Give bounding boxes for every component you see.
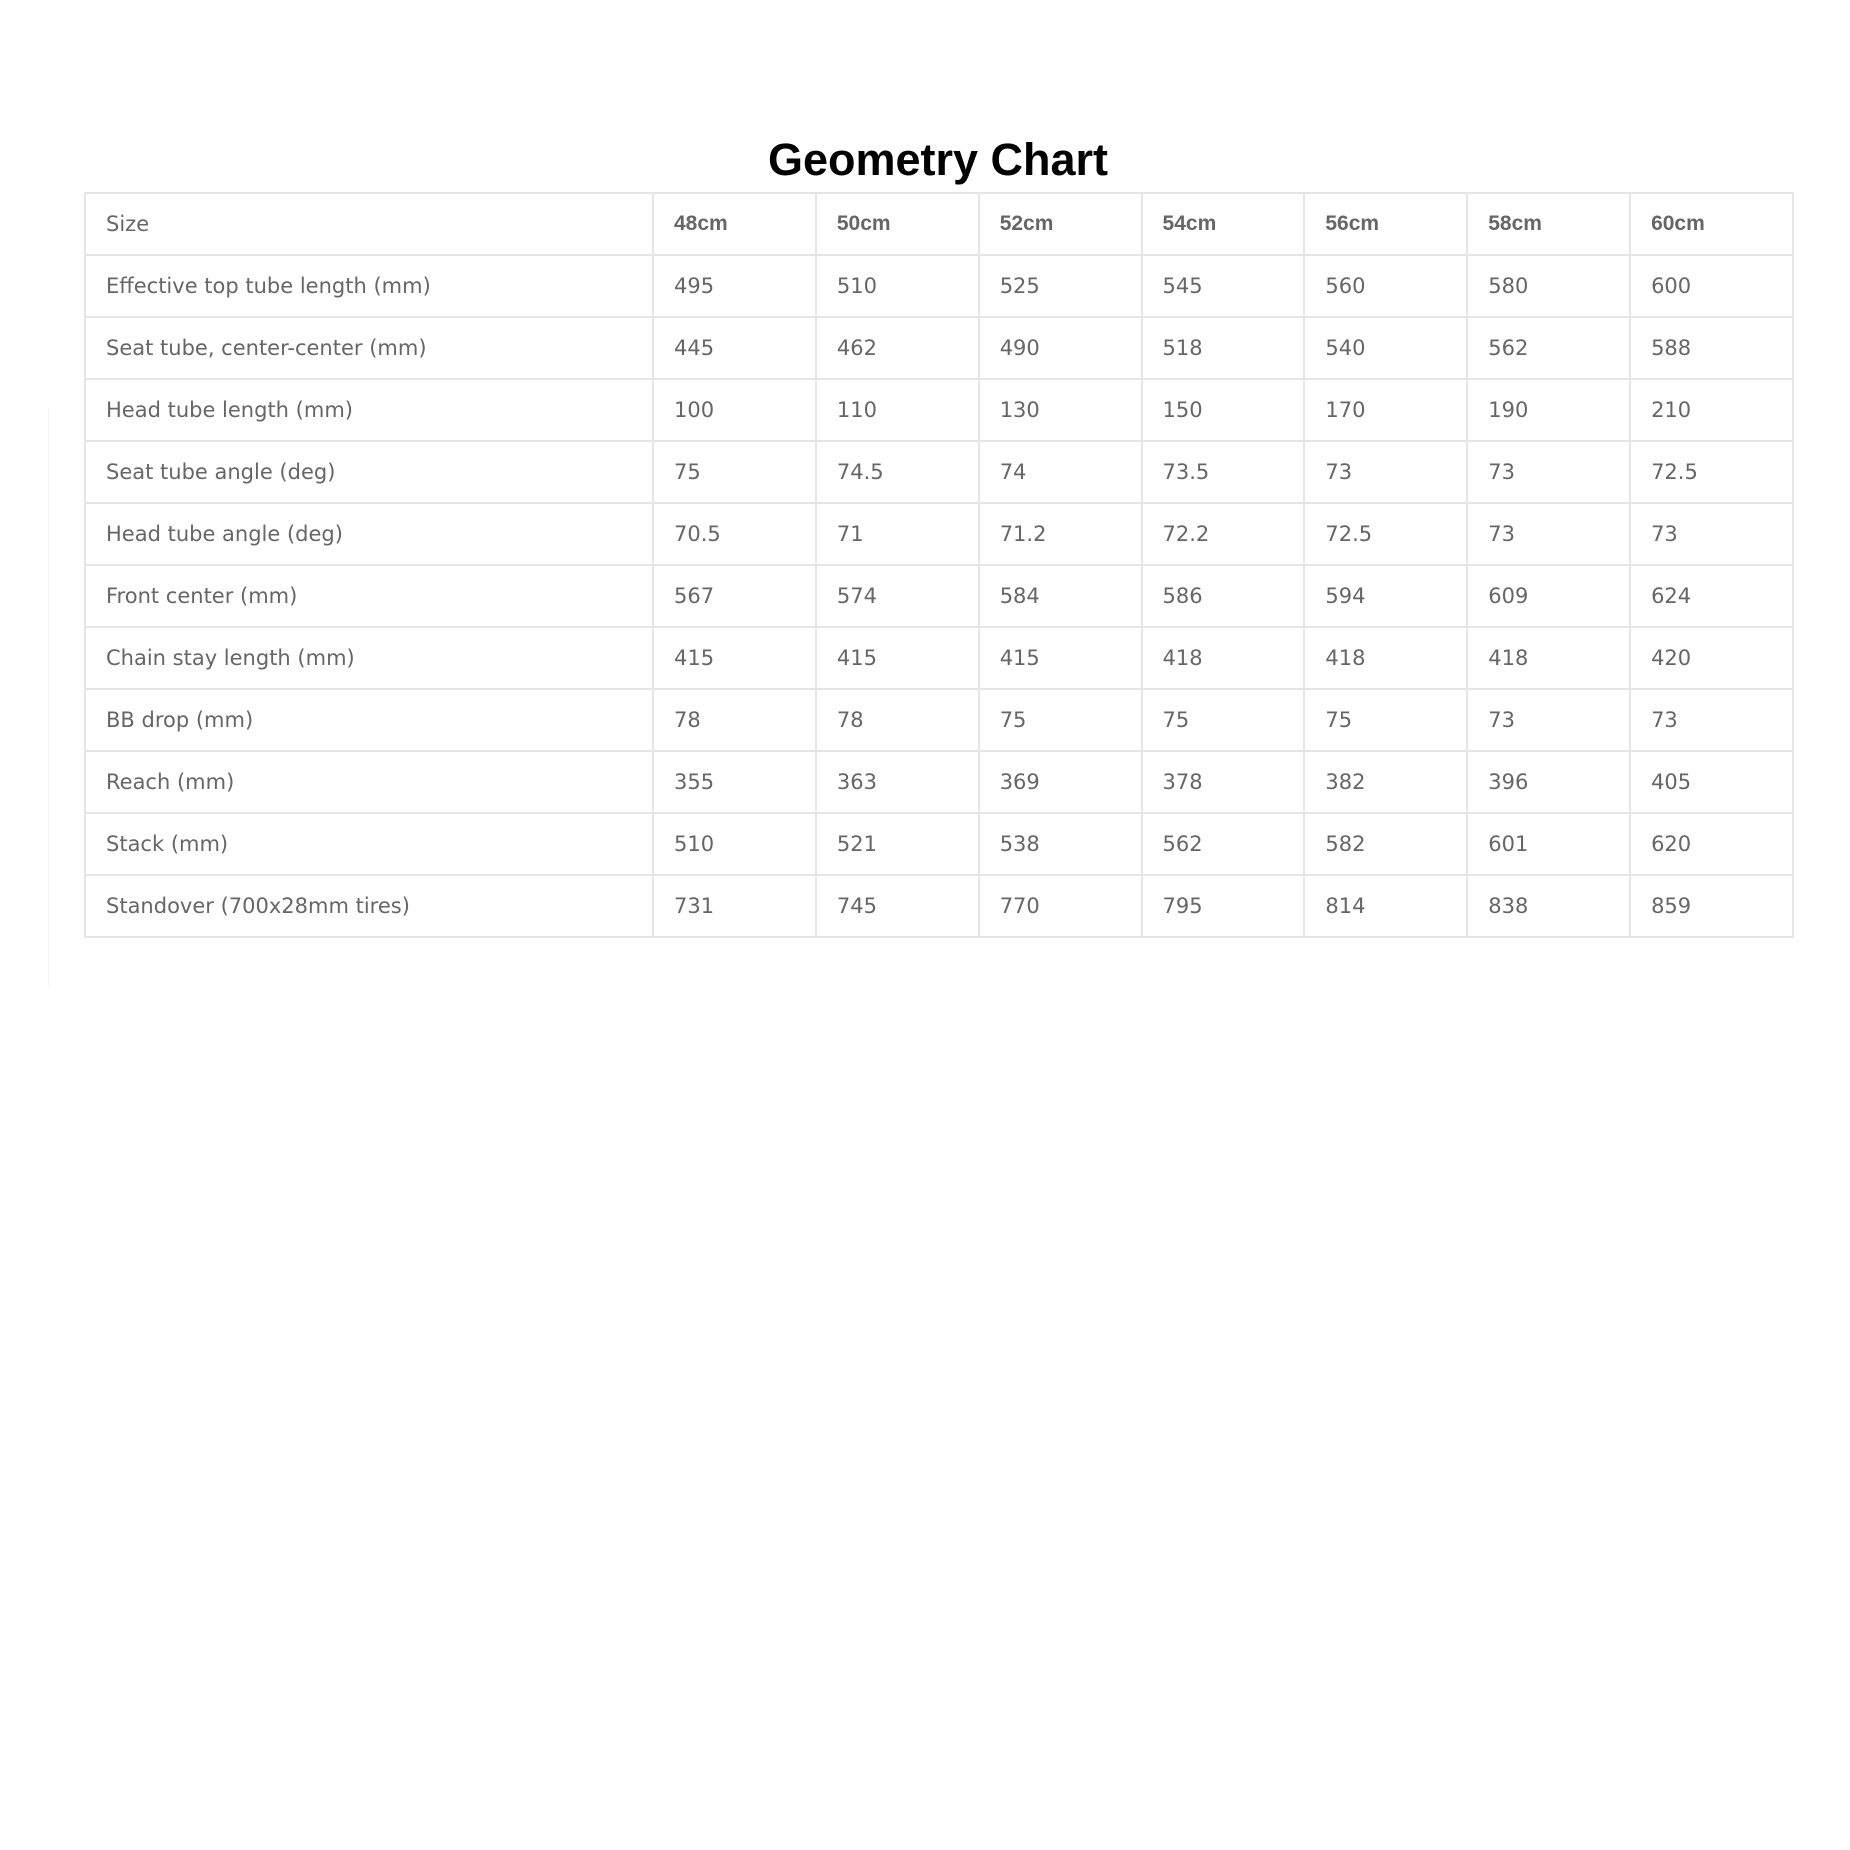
table-cell: 74.5 [816,441,979,503]
table-cell: 190 [1467,379,1630,441]
table-row [85,627,1793,689]
divider [48,408,49,988]
table-cell: 510 [816,255,979,317]
table-row [85,255,1793,317]
row-label: Head tube angle (deg) [85,503,653,565]
table-cell: 601 [1467,813,1630,875]
table-row [85,565,1793,627]
table-cell: 582 [1304,813,1467,875]
table-cell: 495 [653,255,816,317]
table-cell: 462 [816,317,979,379]
table-cell: 110 [816,379,979,441]
table-cell: 490 [979,317,1142,379]
table-cell: 415 [653,627,816,689]
table-cell: 859 [1630,875,1793,937]
table-cell: 396 [1467,751,1630,813]
table-cell: 210 [1630,379,1793,441]
table-cell: 545 [1142,255,1305,317]
table-cell: 510 [653,813,816,875]
table-cell: 382 [1304,751,1467,813]
table-cell: 75 [1304,689,1467,751]
table-row [85,317,1793,379]
table-row [85,813,1793,875]
table-row [85,689,1793,751]
table-cell: 73 [1467,503,1630,565]
size-header: 54cm [1142,193,1305,255]
table-cell: 518 [1142,317,1305,379]
table-cell: 74 [979,441,1142,503]
table-cell: 567 [653,565,816,627]
table-cell: 580 [1467,255,1630,317]
table-cell: 73 [1630,503,1793,565]
table-row [85,875,1793,937]
table-cell: 525 [979,255,1142,317]
table-cell: 75 [1142,689,1305,751]
table-cell: 770 [979,875,1142,937]
table-cell: 78 [653,689,816,751]
row-label: BB drop (mm) [85,689,653,751]
table-cell: 71 [816,503,979,565]
table-cell: 75 [653,441,816,503]
table-cell: 72.5 [1630,441,1793,503]
row-label: Chain stay length (mm) [85,627,653,689]
table-cell: 562 [1142,813,1305,875]
table-row [85,441,1793,503]
row-label: Head tube length (mm) [85,379,653,441]
table-cell: 445 [653,317,816,379]
table-cell: 562 [1467,317,1630,379]
table-cell: 170 [1304,379,1467,441]
table-cell: 418 [1142,627,1305,689]
table-cell: 609 [1467,565,1630,627]
table-cell: 521 [816,813,979,875]
size-header: 50cm [816,193,979,255]
table-cell: 594 [1304,565,1467,627]
table-cell: 73 [1630,689,1793,751]
table-header-row [85,193,1793,255]
header-label: Size [85,193,653,255]
table-cell: 70.5 [653,503,816,565]
table-cell: 78 [816,689,979,751]
table-cell: 75 [979,689,1142,751]
size-header: 56cm [1304,193,1467,255]
table-cell: 130 [979,379,1142,441]
row-label: Stack (mm) [85,813,653,875]
table-cell: 620 [1630,813,1793,875]
geometry-table [84,192,1794,938]
table-cell: 71.2 [979,503,1142,565]
table-cell: 73 [1304,441,1467,503]
table-cell: 72.2 [1142,503,1305,565]
table-row [85,379,1793,441]
row-label: Front center (mm) [85,565,653,627]
table-cell: 838 [1467,875,1630,937]
table-cell: 355 [653,751,816,813]
table-cell: 540 [1304,317,1467,379]
size-header: 60cm [1630,193,1793,255]
page-title: Geometry Chart [767,134,1109,185]
table-cell: 418 [1304,627,1467,689]
table-cell: 415 [816,627,979,689]
table-cell: 420 [1630,627,1793,689]
row-label: Effective top tube length (mm) [85,255,653,317]
table-cell: 588 [1630,317,1793,379]
table-cell: 795 [1142,875,1305,937]
row-label: Standover (700x28mm tires) [85,875,653,937]
table-cell: 405 [1630,751,1793,813]
table-cell: 814 [1304,875,1467,937]
row-label: Seat tube, center-center (mm) [85,317,653,379]
row-label: Reach (mm) [85,751,653,813]
table-cell: 600 [1630,255,1793,317]
table-row [85,751,1793,813]
row-label: Seat tube angle (deg) [85,441,653,503]
table-cell: 73 [1467,689,1630,751]
table-cell: 731 [653,875,816,937]
table-cell: 100 [653,379,816,441]
size-header: 48cm [653,193,816,255]
table-cell: 418 [1467,627,1630,689]
table-row [85,503,1793,565]
table-cell: 73.5 [1142,441,1305,503]
table-cell: 363 [816,751,979,813]
table-cell: 415 [979,627,1142,689]
size-header: 58cm [1467,193,1630,255]
table-cell: 586 [1142,565,1305,627]
table-cell: 538 [979,813,1142,875]
table-cell: 72.5 [1304,503,1467,565]
table-cell: 560 [1304,255,1467,317]
table-cell: 574 [816,565,979,627]
table-cell: 73 [1467,441,1630,503]
table-cell: 369 [979,751,1142,813]
table-cell: 745 [816,875,979,937]
table-cell: 624 [1630,565,1793,627]
size-header: 52cm [979,193,1142,255]
table-cell: 150 [1142,379,1305,441]
table-cell: 584 [979,565,1142,627]
table-cell: 378 [1142,751,1305,813]
